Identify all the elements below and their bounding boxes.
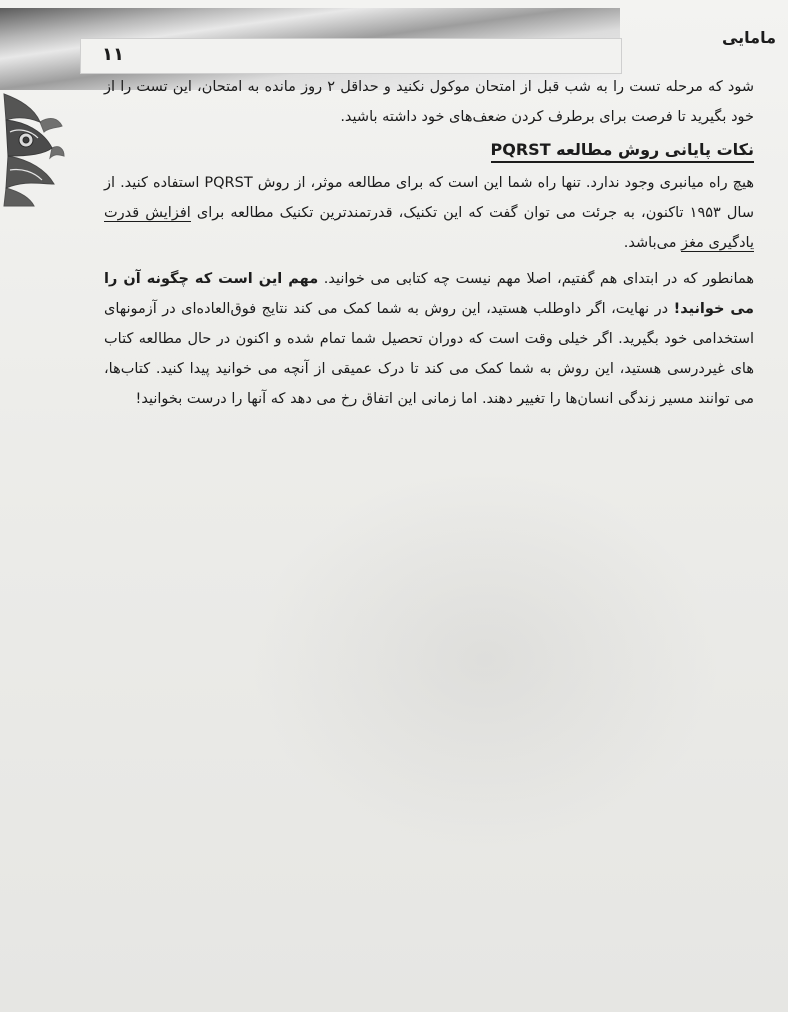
paragraph-2-bold-phrase: مهم این است که چگونه آن را می خوانید! xyxy=(104,271,754,317)
section-heading xyxy=(104,132,754,168)
paragraph-2-text-after: در نهایت، اگر داوطلب هستید، این روش به شما کمک می کند نتایج فوق‌العاده‌ای در آزمونهای استخدامی خود بگیرید. اگر خیلی وقت است که دوران تحصیل شما تمام شده و اکنون در حال مطالعه کتاب های غیردرسی هستید، این روش به شما کمک می کند تا درک عمیقی از آنچه می خوانید پیدا کنید. کتاب‌ها، می توانند مسیر زندگی انسان‌ها را تغییر دهند. اما زمانی این اتفاق رخ می دهد که آنها را درست بخوانید! xyxy=(104,301,754,407)
persian-floral-ornament-icon xyxy=(0,88,66,208)
paragraph-1-text-after: می‌باشد. xyxy=(623,235,682,251)
paragraph-1-text-before: هیچ راه میانبری وجود ندارد. تنها راه شما این است که برای مطالعه موثر، از روش PQRST استفاده کنید. از سال ۱۹۵۳ تاکنون، به جرئت می توان گفت که این تکنیک، قدرتمندترین تکنیک مطالعه برای xyxy=(104,175,754,221)
book-title: مامایی xyxy=(721,28,776,47)
header-strip xyxy=(80,38,622,74)
section-heading-text: نکات پایانی روش مطالعه PQRST xyxy=(491,140,754,163)
paragraph-1-underlined-phrase: افزایش قدرت یادگیری مغز xyxy=(104,205,754,251)
paper-show-through xyxy=(250,470,720,850)
paragraph-2 xyxy=(104,264,754,414)
paragraph-2-text-before: همانطور که در ابتدای هم گفتیم، اصلا مهم نیست چه کتابی می خوانید. xyxy=(318,271,754,287)
intro-paragraph: شود که مرحله تست را به شب قبل از امتحان موکول نکنید و حداقل ۲ روز مانده به امتحان، این تست را از خود بگیرید تا فرصت برای برطرف کردن ضعف‌های خود داشته باشید. xyxy=(104,79,754,125)
paragraph-1 xyxy=(104,168,754,258)
main-text xyxy=(104,72,754,414)
page-number: ۱۱ xyxy=(102,44,124,65)
